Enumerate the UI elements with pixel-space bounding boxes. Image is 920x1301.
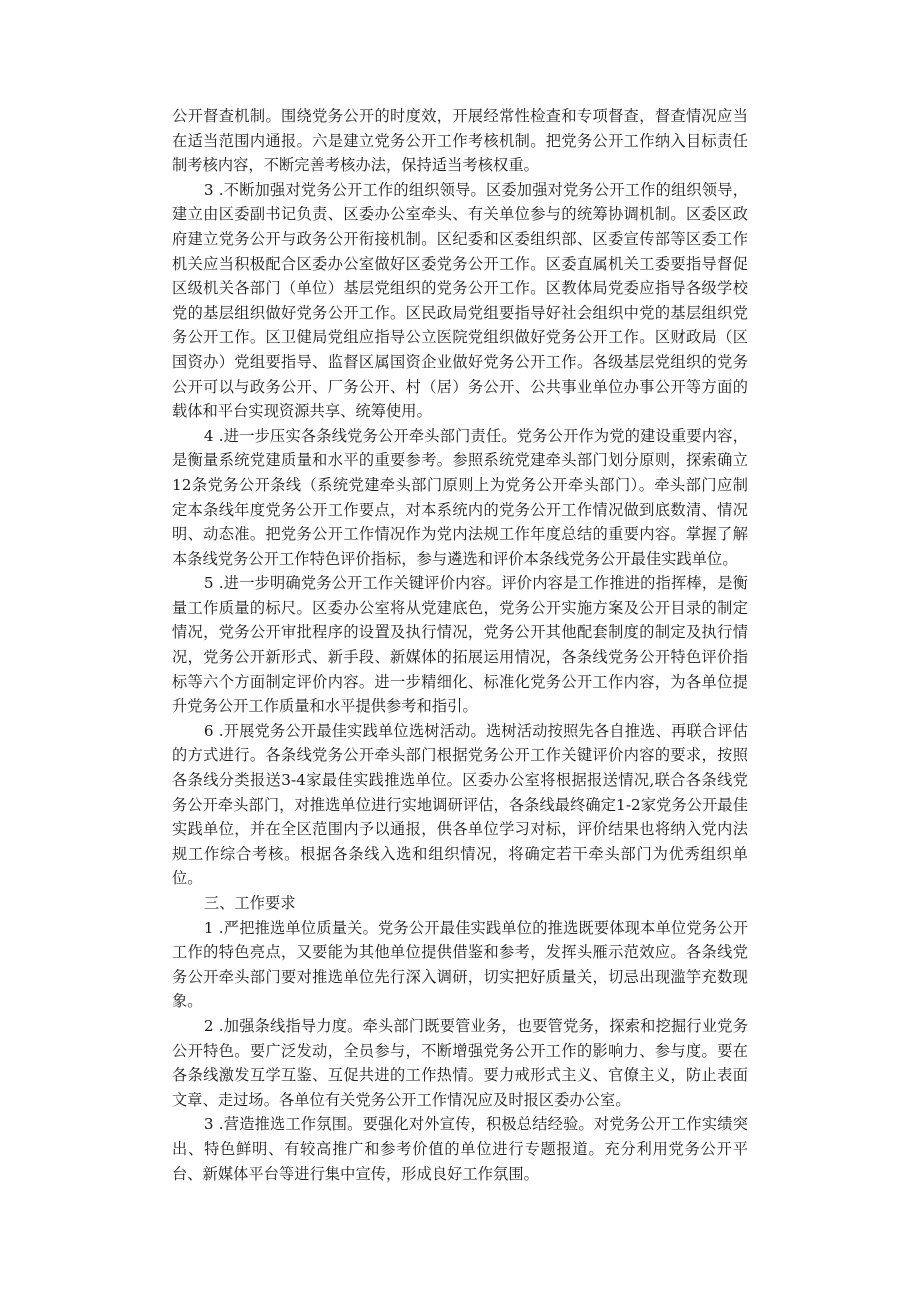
section-heading-work-requirements: 三、工作要求: [203, 894, 296, 912]
document-body: [172, 104, 748, 1186]
paragraph-requirement-3: 3 .营造推选工作氛围。要强化对外宣传，积极总结经验。对党务公开工作实绩突出、特色鲜明、有较高推广和参考价值的单位进行专题报道。充分利用党务公开平台、新媒体平台等进行集中宣传，形成良好工作氛围。: [172, 1115, 748, 1183]
paragraph-continuation: 公开督查机制。围绕党务公开的时度效，开展经常性检查和专项督查，督查情况应当在适当范围内通报。六是建立党务公开工作考核机制。把党务公开工作纳入目标责任制考核内容，不断完善考核办法，保持适当考核权重。: [172, 107, 748, 175]
paragraph-requirement-2: 2 .加强条线指导力度。牵头部门既要管业务，也要管党务，探索和挖掘行业党务公开特色。要广泛发动，全员参与，不断增强党务公开工作的影响力、参与度。要在各条线激发互学互鉴、互促共进的工作热情。要力戒形式主义、官僚主义，防止表面文章、走过场。各单位有关党务公开工作情况应及时报区委办公室。: [172, 1016, 748, 1109]
paragraph-item-3: 3 .不断加强对党务公开工作的组织领导。区委加强对党务公开工作的组织领导，建立由区委副书记负责、区委办公室牵头、有关单位参与的统筹协调机制。区委区政府建立党务公开与政务公开衔接机制。区纪委和区委组织部、区委宣传部等区委工作机关应当积极配合区委办公室做好区委党务公开工作。区委直属机关工委要指导督促区级机关各部门（单位）基层党组织的党务公开工作。区教体局党委应指导各级学校党的基层组织做好党务公开工作。区民政局党组要指导好社会组织中党的基层组织党务公开工作。区卫健局党组应指导公立医院党组织做好党务公开工作。区财政局（区国资办）党组要指导、监督区属国资企业做好党务公开工作。各级基层党组织的党务公开可以与政务公开、厂务公开、村（居）务公开、公共事业单位办事公开等方面的载体和平台实现资源共享、统筹使用。: [172, 180, 748, 421]
paragraph-requirement-1: 1 .严把推选单位质量关。党务公开最佳实践单位的推选既要体现本单位党务公开工作的特色亮点，又要能为其他单位提供借鉴和参考，发挥头雁示范效应。各条线党务公开牵头部门要对推选单位先行深入调研，切实把好质量关，切忌出现滥竽充数现象。: [172, 918, 748, 1011]
paragraph-item-6: 6 .开展党务公开最佳实践单位选树活动。选树活动按照先各自推选、再联合评估的方式进行。各条线党务公开牵头部门根据党务公开工作关键评价内容的要求，按照各条线分类报送3-4家最佳实践推选单位。区委办公室将根据报送情况,联合各条线党务公开牵头部门，对推选单位进行实地调研评估，各条线最终确定1-2家党务公开最佳实践单位，并在全区范围内予以通报，供各单位学习对标，评价结果也将纳入党内法规工作综合考核。根据各条线入选和组织情况，将确定若干牵头部门为优秀组织单位。: [172, 721, 748, 888]
paragraph-item-4: 4 .进一步压实各条线党务公开牵头部门责任。党务公开作为党的建设重要内容，是衡量系统党建质量和水平的重要参考。参照系统党建牵头部门划分原则，探索确立12条党务公开条线（系统党建牵头部门原则上为党务公开牵头部门）。牵头部门应制定本条线年度党务公开工作要点，对本系统内的党务公开工作情况做到底数清、情况明、动态准。把党务公开工作情况作为党内法规工作年度总结的重要内容。掌握了解本条线党务公开工作特色评价指标，参与遴选和评价本条线党务公开最佳实践单位。: [172, 426, 748, 568]
paragraph-item-5: 5 .进一步明确党务公开工作关键评价内容。评价内容是工作推进的指挥棒，是衡量工作质量的标尺。区委办公室将从党建底色，党务公开实施方案及公开目录的制定情况，党务公开审批程序的设置及执行情况，党务公开其他配套制度的制定及执行情况，党务公开新形式、新手段、新媒体的拓展运用情况，各条线党务公开特色评价指标等六个方面制定评价内容。进一步精细化、标准化党务公开工作内容，为各单位提升党务公开工作质量和水平提供参考和指引。: [172, 574, 748, 716]
